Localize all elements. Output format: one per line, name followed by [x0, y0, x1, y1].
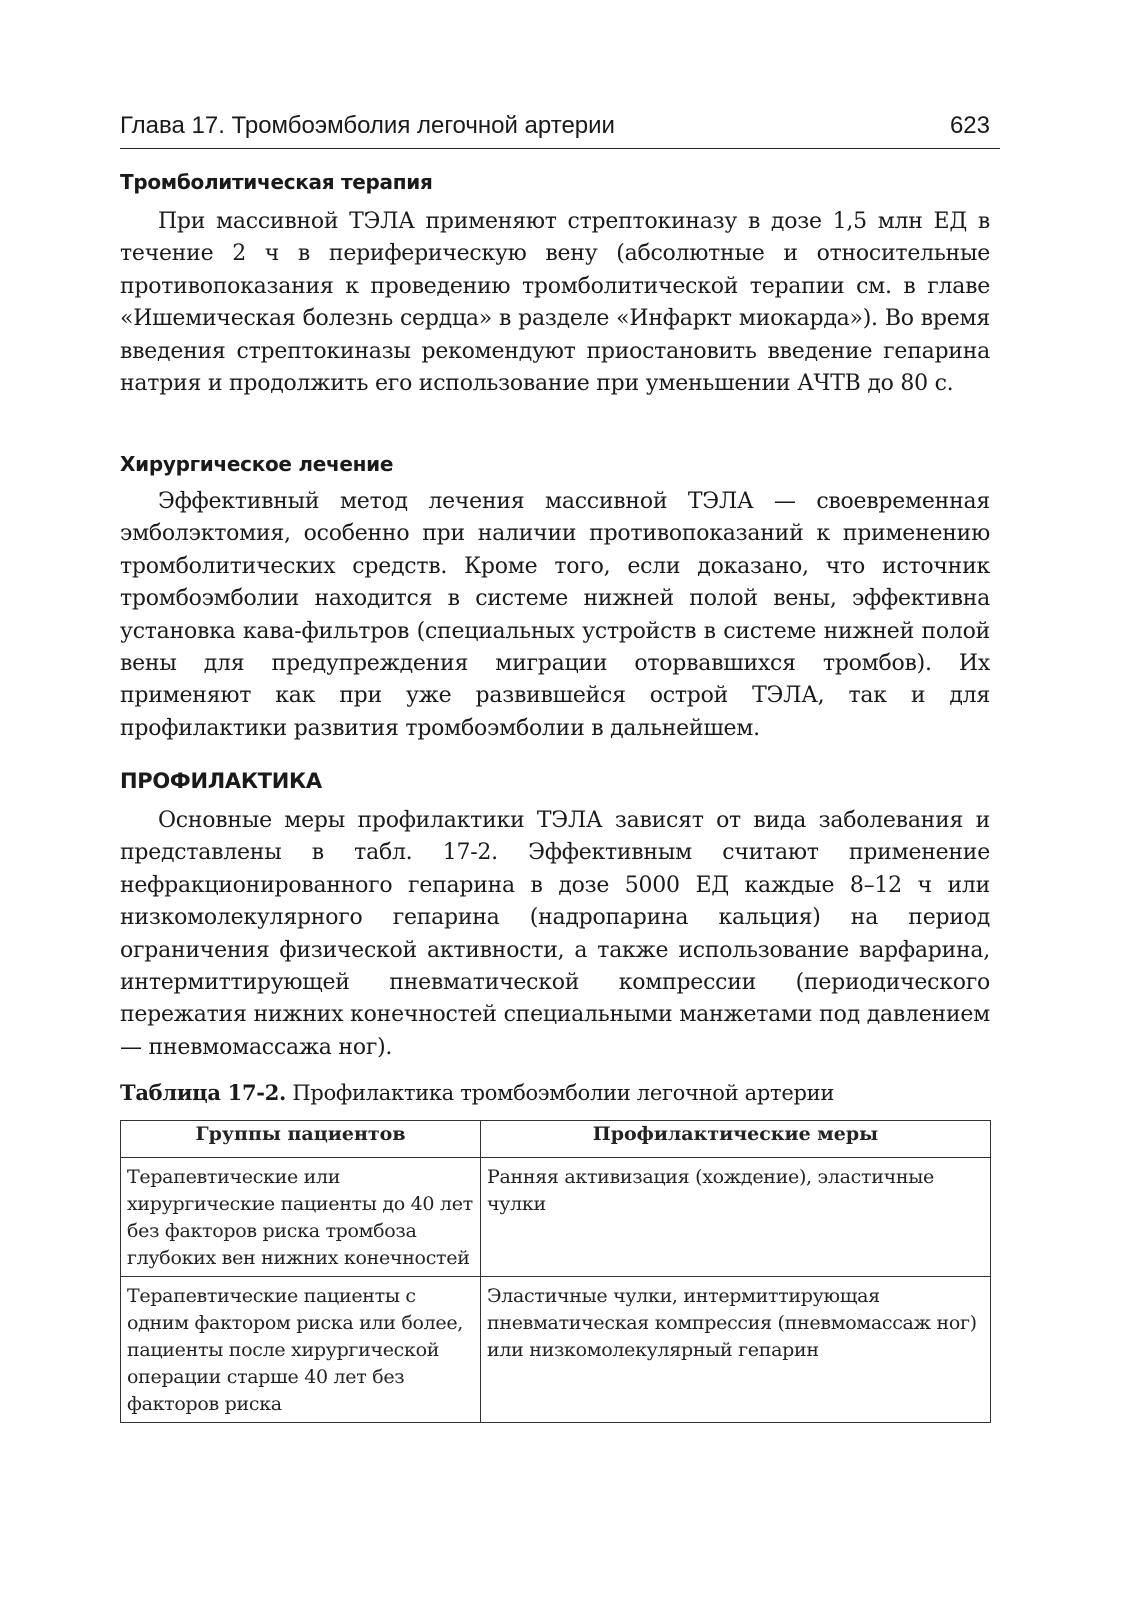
heading-thrombolytic-therapy: Тромболитическая терапия: [120, 170, 433, 194]
chapter-title: Глава 17. Тромбоэмболия легочной артерии: [120, 112, 615, 139]
running-header: [120, 112, 1000, 149]
cell-text: Ранняя активизация (хождение), эластичные чулки: [487, 1166, 934, 1215]
column-header-patient-groups: Группы пациентов: [121, 1121, 481, 1158]
table-row: [121, 1158, 991, 1277]
paragraph-thrombolytic-therapy: При массивной ТЭЛА применяют стрептокиназу в дозе 1,5 млн ЕД в течение 2 ч в периферическую вену (абсолютные и относительные противопоказания к проведению тромболитической терапии см. в главе «Ишемическая болезнь сердца» в разделе «Инфаркт миокарда»). Во время введения стрептокиназы рекомендуют приостановить введение гепарина натрия и продолжить его использование при уменьшении АЧТВ до 80 с.: [120, 209, 990, 397]
table-caption: [120, 1080, 990, 1105]
table-cell-group: [121, 1277, 481, 1423]
column-header-prophylactic-measures: Профилактические меры: [481, 1121, 991, 1158]
prophylaxis-table: [120, 1120, 991, 1423]
paragraph-prophylaxis: Основные меры профилактики ТЭЛА зависят от вида заболевания и представлены в табл. 17-2. Эффективным считают применение нефракционированного гепарина в дозе 5000 ЕД каждые 8–12 ч или низкомолекулярного гепарина (надропарина кальция) на период ограничения физической активности, а также использование варфарина, интермиттирующей пневматической компрессии (периодического пережатия нижних конечностей специальными манжетами под давлением — пневмомассажа ног).: [120, 808, 990, 1060]
heading-surgical-treatment: Хирургическое лечение: [120, 452, 394, 476]
table-caption-label: Таблица 17-2.: [120, 1080, 287, 1105]
table-cell-measures: [481, 1158, 991, 1277]
table-cell-group: [121, 1158, 481, 1277]
cell-text: Терапевтические или хирургические пациенты до 40 лет без факторов риска тромбоза глубоких вен нижних конечностей: [127, 1166, 473, 1269]
heading-prophylaxis: ПРОФИЛАКТИКА: [120, 769, 322, 793]
table-cell-measures: [481, 1277, 991, 1423]
table-row: [121, 1277, 991, 1423]
paragraph-surgical-treatment: Эффективный метод лечения массивной ТЭЛА — своевременная эмболэктомия, особенно при наличии противопоказаний к применению тромболитических средств. Кроме того, если доказано, что источник тромбоэмболии находится в системе нижней полой вены, эффективна установка кава-фильтров (специальных устройств в системе нижней полой вены для предупреждения миграции оторвавшихся тромбов). Их применяют как при уже развившейся острой ТЭЛА, так и для профилактики развития тромбоэмболии в дальнейшем.: [120, 489, 990, 741]
table-header-row: [121, 1121, 991, 1158]
cell-text: Терапевтические пациенты с одним фактором риска или более, пациенты после хирургической операции старше 40 лет без факторов риска: [127, 1285, 464, 1415]
cell-text: Эластичные чулки, интермиттирующая пневматическая компрессия (пневмомассаж ног) или низкомолекулярный гепарин: [487, 1285, 977, 1361]
page-number: 623: [949, 112, 990, 139]
table-caption-text: Профилактика тромбоэмболии легочной артерии: [286, 1081, 835, 1105]
